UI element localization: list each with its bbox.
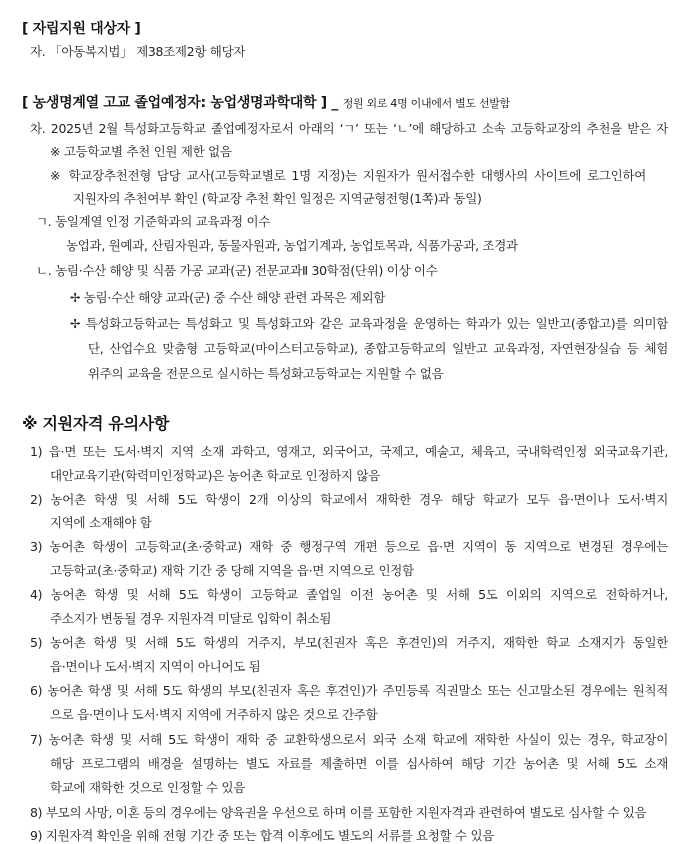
- criterion-b-note2-cont1: 단, 산업수요 맞춤형 고등학교(마이스터고등학교), 종합고등학교의 일반고 교육과정, 자연현장실습 등 체험: [88, 341, 668, 356]
- note-item-2: 2) 농어촌 학생 및 서해 5도 학생이 2개 이상의 학교에서 재학한 경우 해당 학교가 모두 읍·면이나 도서·벽지: [30, 492, 668, 507]
- note-item-2-cont: 지역에 소재해야 함: [50, 515, 152, 530]
- criterion-b-note1: ✢ 농림·수산 해양 교과(군) 중 수산 해양 관련 과목은 제외함: [70, 290, 386, 305]
- note-teacher-login-cont: 지원자의 추천여부 확인 (학교장 추천 확인 일정은 지역균형전형(1쪽)과 동일): [73, 191, 482, 206]
- eligibility-item-cha: 차. 2025년 2월 특성화고등학교 졸업예정자로서 아래의 ‘ㄱ’ 또는 ‘ㄴ’에 해당하고 소속 고등학교장의 추천을 받은 자: [30, 121, 668, 136]
- eligibility-item-ja: 자. 「아동복지법」 제38조제2항 해당자: [30, 44, 246, 59]
- criterion-b-title: ㄴ. 농림·수산 해양 및 식품 가공 교과(군) 전문교과Ⅱ 30학점(단위) 이상 이수: [36, 263, 438, 278]
- section-heading-eligibility-notes: ※ 지원자격 유의사항: [22, 414, 170, 433]
- heading-note: 정원 외로 4명 이내에서 별도 선발함: [342, 97, 510, 110]
- criterion-b-note2: ✢ 특성화고등학교는 특성화고 및 특성화고와 같은 교육과정을 운영하는 학과가 있는 일반고(종합고)를 의미함: [70, 316, 668, 331]
- note-item-3-cont: 고등학교(초·중학교) 재학 기간 중 당해 지역을 읍·면 지역으로 인정함: [50, 563, 414, 578]
- note-recommendation-limit: ※ 고등학교별 추천 인원 제한 없음: [50, 144, 232, 159]
- note-item-6: 6) 농어촌 학생 및 서해 5도 학생의 부모(친권자 혹은 후견인)가 주민등록 직권말소 또는 신고말소된 경우에는 원칙적: [30, 683, 668, 698]
- criterion-b-note2-cont2: 위주의 교육을 전문으로 실시하는 특성화고등학교는 지원할 수 없음: [88, 366, 444, 381]
- note-item-1: 1) 읍·면 또는 도서·벽지 지역 소재 과학고, 영재고, 외국어고, 국제고, 예술고, 체육고, 국내학력인정 외국교육기관,: [30, 444, 668, 459]
- criterion-a-title: ㄱ. 동일계열 인정 기준학과의 교육과정 이수: [36, 214, 270, 229]
- note-item-5: 5) 농어촌 학생 및 서해 5도 학생의 거주지, 부모(친권자 혹은 후견인)의 거주지, 재학한 학교 소재지가 동일한: [30, 635, 668, 650]
- note-item-7-cont2: 학교에 재학한 것으로 인정할 수 있음: [50, 780, 245, 795]
- note-teacher-login: ※ 학교장추천전형 담당 교사(고등학교별로 1명 지정)는 지원자가 원서접수한 대행사의 사이트에 로그인하여: [50, 168, 646, 183]
- note-item-4: 4) 농어촌 학생 및 서해 5도 학생이 고등학교 졸업일 이전 농어촌 및 서해 5도 이외의 지역으로 전학하거나,: [30, 587, 668, 602]
- note-item-8: 8) 부모의 사망, 이혼 등의 경우에는 양육권을 우선으로 하며 이를 포함한 지원자격과 관련하여 별도로 심사할 수 있음: [30, 805, 647, 820]
- note-item-5-cont: 읍·면이나 도서·벽지 지역이 아니어도 됨: [50, 659, 261, 674]
- note-item-7-cont1: 해당 프로그램의 배경을 설명하는 별도 자료를 제출하면 이를 심사하여 해당 기간 농어촌 및 서해 5도 소재: [50, 756, 668, 771]
- heading-text: [ 농생명계열 고교 졸업예정자: 농업생명과학대학 ] _: [22, 95, 339, 111]
- note-item-1-cont: 대안교육기관(학력미인정학교)은 농어촌 학교로 인정하지 않음: [50, 468, 380, 483]
- note-item-7: 7) 농어촌 학생 및 서해 5도 학생이 재학 중 교환학생으로서 외국 소재 학교에 재학한 사실이 있는 경우, 학교장이: [30, 732, 668, 747]
- section-heading-independence-support: [ 자립지원 대상자 ]: [22, 21, 141, 37]
- note-item-9: 9) 지원자격 확인을 위해 전형 기간 중 또는 합격 이후에도 별도의 서류를 요청할 수 있음: [30, 828, 495, 843]
- criterion-a-departments: 농업과, 원예과, 산림자원과, 동물자원과, 농업기계과, 농업토목과, 식품가공과, 조경과: [66, 238, 518, 253]
- section-heading-agri-life: [22, 95, 510, 112]
- note-item-6-cont: 으로 읍·면이나 도서·벽지 지역에 거주하지 않은 것으로 간주함: [50, 707, 378, 722]
- note-item-3: 3) 농어촌 학생이 고등학교(초·중학교) 재학 중 행정구역 개편 등으로 읍·면 지역이 동 지역으로 변경된 경우에는: [30, 539, 668, 554]
- note-item-4-cont: 주소지가 변동될 경우 지원자격 미달로 입학이 취소됨: [50, 611, 332, 626]
